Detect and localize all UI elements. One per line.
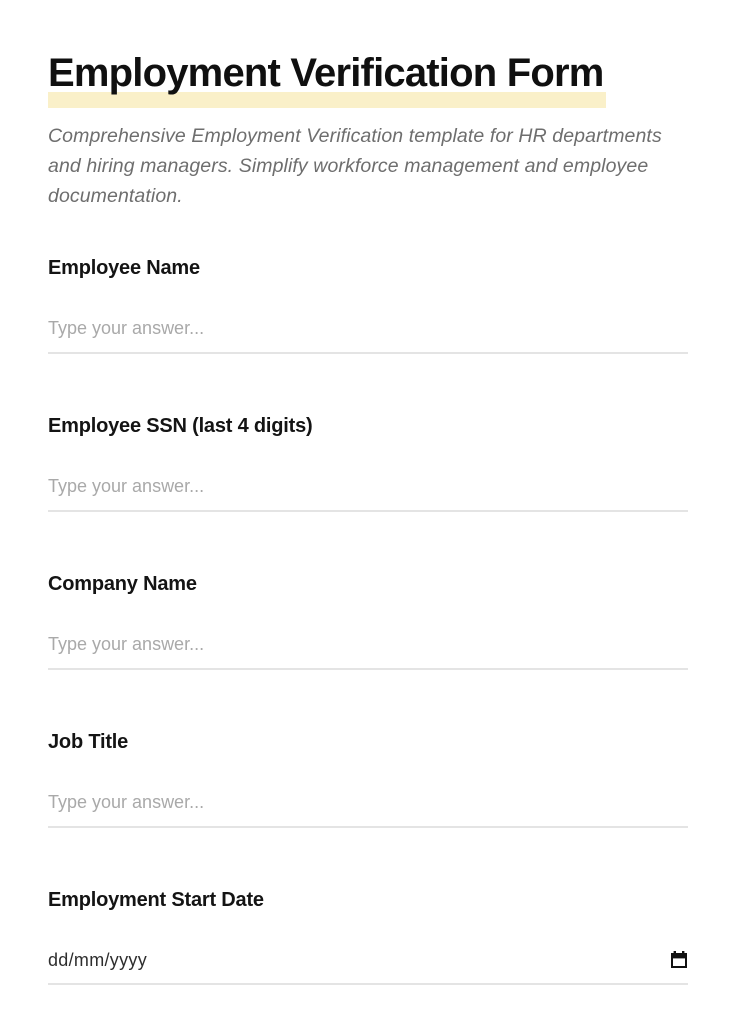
employee-ssn-label: Employee SSN (last 4 digits) <box>48 415 313 437</box>
form-description-line: documentation. <box>48 185 183 207</box>
job-title-label: Job Title <box>48 731 129 753</box>
company-name-input[interactable] <box>48 634 688 670</box>
form-header <box>48 50 688 211</box>
employee-ssn-input[interactable] <box>48 476 688 512</box>
employment-start-date-input[interactable] <box>48 950 688 985</box>
job-title-input[interactable] <box>48 792 688 828</box>
calendar-icon[interactable] <box>670 951 688 969</box>
field-employee-ssn <box>48 414 688 512</box>
company-name-label: Company Name <box>48 573 197 595</box>
employment-start-date-label: Employment Start Date <box>48 889 264 911</box>
employee-name-label: Employee Name <box>48 257 200 279</box>
form-description <box>48 121 688 211</box>
employee-name-input[interactable] <box>48 318 688 354</box>
page-title <box>48 50 604 96</box>
field-company-name <box>48 572 688 670</box>
form-description-line: Comprehensive Employment Verification template for HR departments <box>48 125 662 147</box>
field-employment-start-date <box>48 888 688 985</box>
form-description-line: and hiring managers. Simplify workforce management and employee <box>48 155 649 177</box>
employment-verification-form <box>48 256 688 985</box>
date-input-value: dd/mm/yyyy <box>48 950 148 970</box>
field-employee-name <box>48 256 688 354</box>
page-title-text: Employment Verification Form <box>48 51 604 95</box>
field-job-title <box>48 730 688 828</box>
